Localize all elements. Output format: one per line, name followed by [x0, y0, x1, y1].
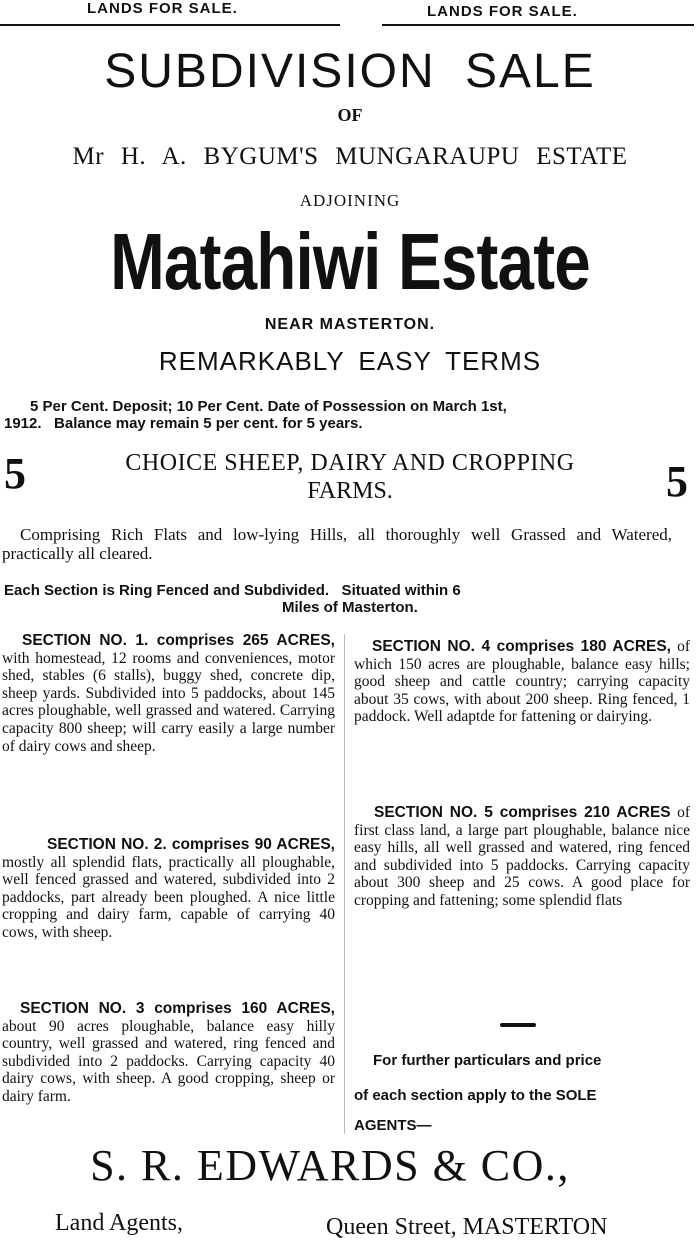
dash-ornament	[500, 1023, 536, 1027]
farms-line-1: CHOICE SHEEP, DAIRY AND CROPPING	[125, 450, 575, 476]
fenced-line-2: Miles of Masterton.	[282, 599, 418, 616]
terms-line-1: 5 Per Cent. Deposit; 10 Per Cent. Date of Possession on March 1st,	[30, 398, 507, 415]
section-4-lead: SECTION NO. 4 comprises 180 ACRES,	[372, 638, 671, 655]
section-3-lead: SECTION NO. 3 comprises 160 ACRES,	[20, 1000, 335, 1017]
section-2-lead: SECTION NO. 2. comprises 90 ACRES,	[47, 836, 335, 853]
section-4-body: of which 150 acres are ploughable, balance easy hills; good sheep and cattle country; carrying capacity about 35 cows, with about 200 sheep. Ring fenced, 1 paddock. Well adaptde for fattening or dairying.	[354, 638, 690, 726]
section-5	[354, 804, 690, 910]
agent-address: Queen Street, MASTERTON	[326, 1214, 608, 1240]
owner-line: Mr H. A. BYGUM'S MUNGARAUPU ESTATE	[72, 143, 628, 170]
page-title: SUBDIVISION SALE	[104, 45, 596, 98]
farms-count-right: 5	[666, 457, 688, 506]
section-3-body: about 90 acres ploughable, balance easy hilly country, well grassed and watered, ring fenced and subdivided into 2 paddocks. Carrying capacity 40 dairy cows, with sheep. A good cropping, sheep or dairy farm.	[2, 1017, 335, 1105]
agent-name: S. R. EDWARDS & CO.,	[90, 1141, 570, 1190]
section-5-lead: SECTION NO. 5 comprises 210 ACRES	[374, 804, 671, 821]
header-left: LANDS FOR SALE.	[87, 0, 238, 17]
farms-count-left: 5	[4, 449, 26, 498]
section-4	[354, 638, 690, 726]
section-3	[2, 1000, 335, 1106]
section-1-body: with homestead, 12 rooms and conveniences, motor shed, stables (6 stalls), buggy shed, concrete dip, sheep yards. Subdivided into 5 paddocks, about 145 acres ploughable, well grassed and watered. Carrying capacity 800 sheep; will carry easily a large number of dairy cows and sheep.	[2, 649, 335, 755]
adjoining-label: ADJOINING	[299, 191, 401, 210]
section-2-body: mostly all splendid flats, practically all ploughable, well fenced grassed and watered, subdivided into 2 paddocks, part already been ploughed. A nice little cropping and dairy farm, capable of carrying 40 cows, with sheep.	[2, 853, 335, 941]
header-right: LANDS FOR SALE.	[427, 3, 578, 20]
column-divider	[344, 634, 345, 1134]
particulars-line-2: of each section apply to the SOLE	[354, 1087, 597, 1104]
section-2	[2, 836, 335, 942]
section-5-body: of first class land, a large part ploughable, balance nice easy hills, all well grassed and watered, ring fenced and subdivided into 5 paddocks. Carrying capacity about 300 sheep and 25 cows. A good place for cropping and fattening; some splendid flats	[354, 804, 691, 909]
terms-line-2: 1912. Balance may remain 5 per cent. for 5 years.	[4, 415, 363, 432]
section-1	[2, 632, 335, 755]
farms-line-2: FARMS.	[307, 478, 393, 504]
agent-role: Land Agents,	[55, 1210, 183, 1236]
near-label: NEAR MASTERTON.	[264, 316, 436, 333]
terms-heading: REMARKABLY EASY TERMS	[158, 346, 542, 376]
of-label: OF	[337, 105, 363, 125]
header-rule-right	[382, 24, 694, 26]
particulars-line-3: AGENTS—	[354, 1117, 432, 1134]
estate-name: Matahiwi Estate	[110, 217, 590, 306]
header-rule-left	[0, 24, 340, 26]
fenced-line-1: Each Section is Ring Fenced and Subdivided. Situated within 6	[4, 582, 461, 599]
section-1-lead: SECTION NO. 1. comprises 265 ACRES,	[22, 632, 335, 649]
particulars-line-1: For further particulars and price	[373, 1052, 602, 1069]
comprising-text: Comprising Rich Flats and low-lying Hills, all thoroughly well Grassed and Watered, practically all cleared.	[2, 525, 672, 563]
